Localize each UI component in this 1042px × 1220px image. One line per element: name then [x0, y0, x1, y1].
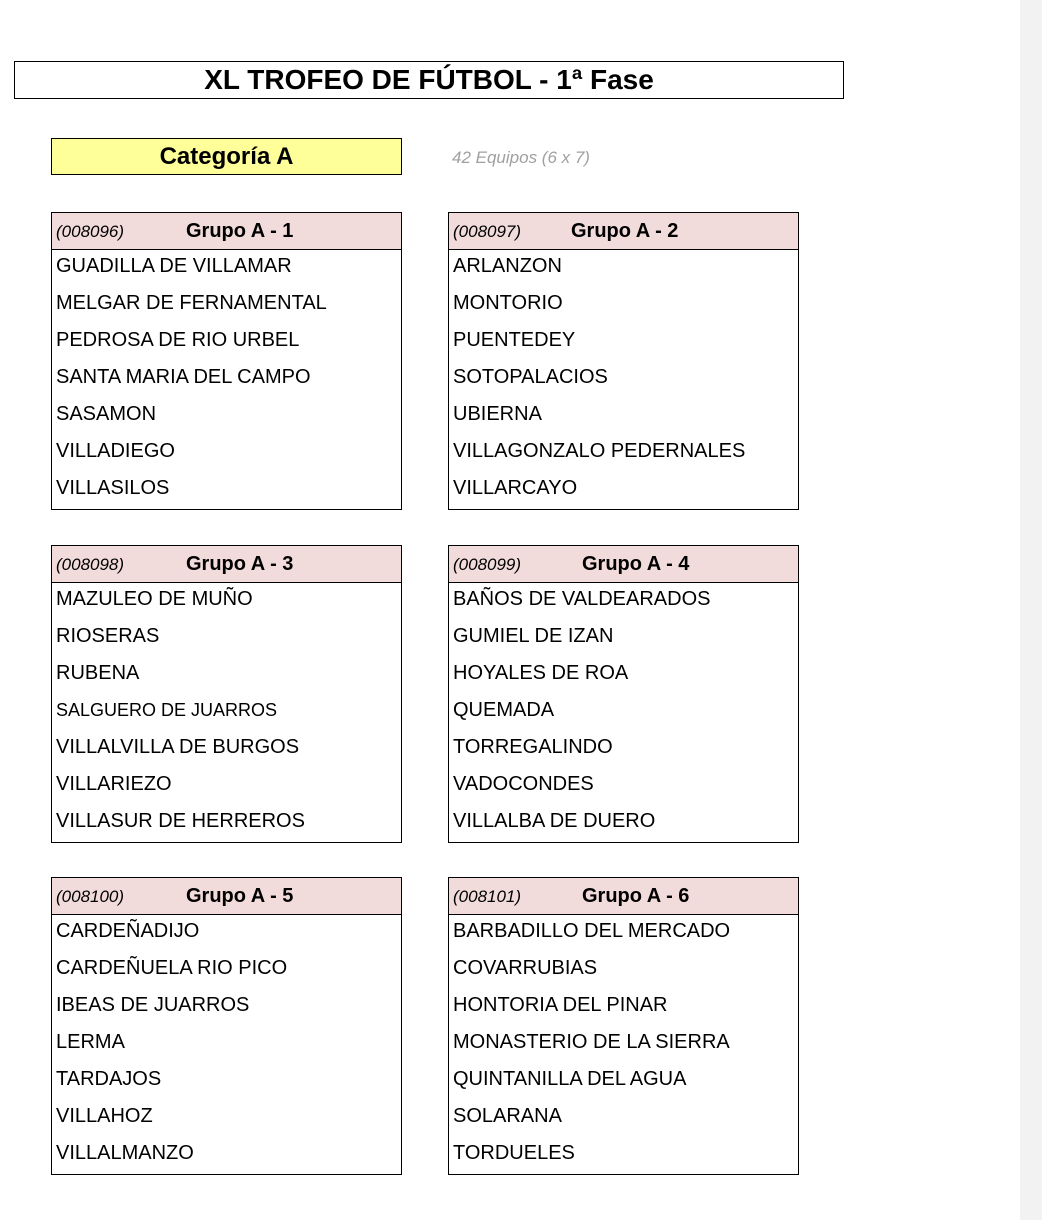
- group-code: (008100): [56, 887, 125, 906]
- side-margin: [1020, 0, 1042, 1220]
- team-item: TORREGALINDO: [453, 736, 613, 758]
- team-item: TARDAJOS: [56, 1068, 162, 1090]
- group-name: Grupo A - 4: [582, 553, 690, 575]
- team-item: MONASTERIO DE LA SIERRA: [453, 1031, 730, 1053]
- team-item: LERMA: [56, 1031, 125, 1053]
- page-title: XL TROFEO DE FÚTBOL - 1ª Fase: [14, 61, 844, 99]
- team-item: GUADILLA DE VILLAMAR: [56, 255, 292, 277]
- group-name: Grupo A - 5: [186, 885, 294, 907]
- team-item: VILLARCAYO: [453, 477, 578, 499]
- team-item: QUINTANILLA DEL AGUA: [453, 1068, 687, 1090]
- team-item: VILLALVILLA DE BURGOS: [56, 736, 300, 758]
- group-header: [449, 878, 798, 915]
- team-item: MELGAR DE FERNAMENTAL: [56, 292, 327, 314]
- group-name: Grupo A - 2: [571, 220, 679, 242]
- group-code: (008097): [453, 222, 522, 241]
- team-list: [52, 250, 401, 509]
- group-a5: [51, 877, 402, 1175]
- group-a6: [448, 877, 799, 1175]
- team-count-note: 42 Equipos (6 x 7): [452, 148, 590, 167]
- team-list: [52, 583, 401, 842]
- team-item: CARDEÑADIJO: [56, 920, 200, 942]
- team-item: SOLARANA: [453, 1105, 562, 1127]
- group-header: [52, 878, 401, 915]
- team-item: UBIERNA: [453, 403, 542, 425]
- team-item: VILLAGONZALO PEDERNALES: [453, 440, 746, 462]
- group-a3: [51, 545, 402, 843]
- team-item: SALGUERO DE JUARROS: [56, 700, 278, 720]
- team-list: [449, 583, 798, 842]
- group-name: Grupo A - 1: [186, 220, 294, 242]
- group-code: (008099): [453, 555, 522, 574]
- team-item: IBEAS DE JUARROS: [56, 994, 250, 1016]
- team-item: VADOCONDES: [453, 773, 594, 795]
- team-item: GUMIEL DE IZAN: [453, 625, 614, 647]
- team-item: MONTORIO: [453, 292, 563, 314]
- group-a1: [51, 212, 402, 510]
- group-a4: [448, 545, 799, 843]
- team-item: VILLASUR DE HERREROS: [56, 810, 305, 832]
- group-header: [449, 213, 798, 250]
- group-header: [52, 213, 401, 250]
- team-item: TORDUELES: [453, 1142, 575, 1164]
- team-item: SASAMON: [56, 403, 157, 425]
- group-name: Grupo A - 3: [186, 553, 294, 575]
- team-item: COVARRUBIAS: [453, 957, 598, 979]
- team-item: CARDEÑUELA RIO PICO: [56, 957, 288, 979]
- group-name: Grupo A - 6: [582, 885, 690, 907]
- team-list: [449, 250, 798, 509]
- team-item: HONTORIA DEL PINAR: [453, 994, 668, 1016]
- team-list: [52, 915, 401, 1174]
- group-code: (008098): [56, 555, 125, 574]
- team-item: ARLANZON: [453, 255, 562, 277]
- group-header: [52, 546, 401, 583]
- team-item: VILLARIEZO: [56, 773, 172, 795]
- team-item: VILLALBA DE DUERO: [453, 810, 656, 832]
- team-item: SOTOPALACIOS: [453, 366, 608, 388]
- team-item: SANTA MARIA DEL CAMPO: [56, 366, 311, 388]
- team-item: HOYALES DE ROA: [453, 662, 629, 684]
- team-item: BARBADILLO DEL MERCADO: [453, 920, 731, 942]
- team-item: PUENTEDEY: [453, 329, 576, 351]
- team-item: VILLALMANZO: [56, 1142, 194, 1164]
- group-header: [449, 546, 798, 583]
- team-item: QUEMADA: [453, 699, 555, 721]
- category-label: Categoría A: [51, 138, 402, 175]
- team-item: VILLAHOZ: [56, 1105, 153, 1127]
- group-a2: [448, 212, 799, 510]
- group-code: (008096): [56, 222, 125, 241]
- team-item: BAÑOS DE VALDEARADOS: [453, 588, 711, 610]
- team-item: VILLADIEGO: [56, 440, 175, 462]
- team-item: RUBENA: [56, 662, 140, 684]
- team-list: [449, 915, 798, 1174]
- team-item: VILLASILOS: [56, 477, 170, 499]
- team-item: RIOSERAS: [56, 625, 160, 647]
- group-code: (008101): [453, 887, 522, 906]
- team-item: PEDROSA DE RIO URBEL: [56, 329, 300, 351]
- team-item: MAZULEO DE MUÑO: [56, 588, 253, 610]
